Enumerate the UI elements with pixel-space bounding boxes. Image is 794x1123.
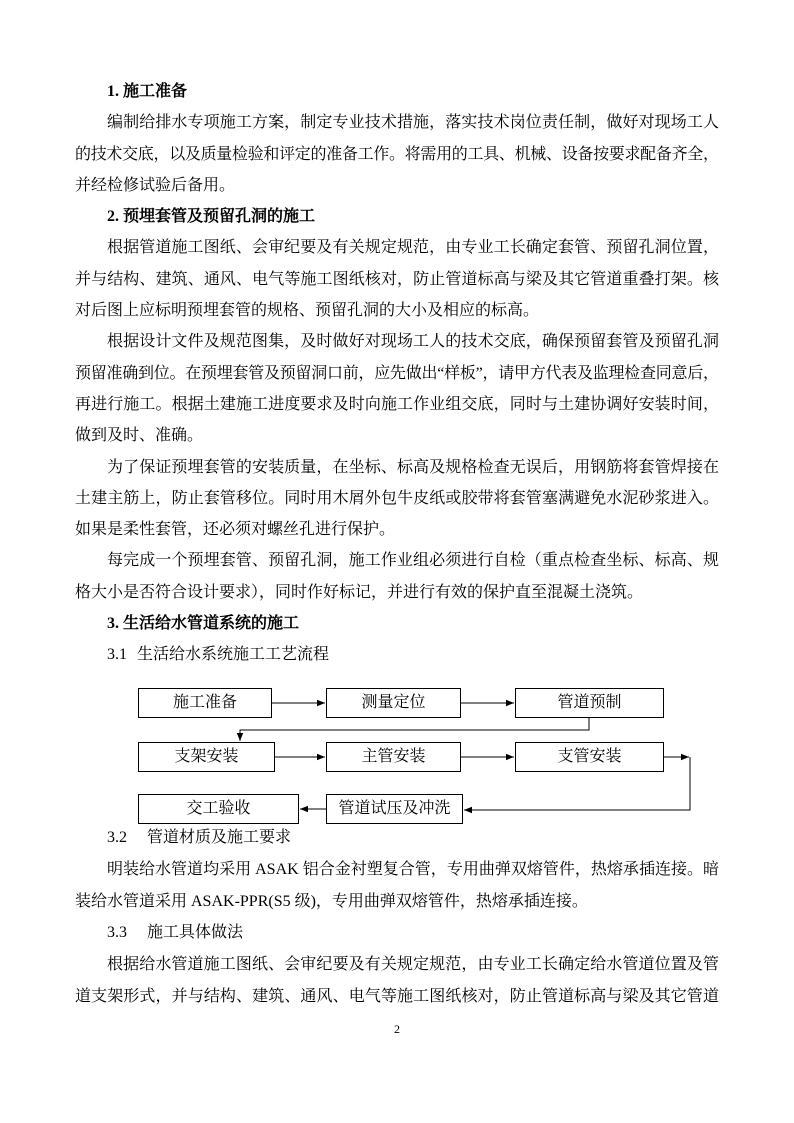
paragraph-line: 做到及时、准确。 xyxy=(75,427,204,445)
section-1-heading: 1. 施工准备 xyxy=(107,83,188,100)
paragraph-line: 对后图上应标明预埋套管的规格、预留孔洞的大小及相应的标高。 xyxy=(75,302,540,320)
paragraph-line: 土建主筋上，防止套管移位。同时用木屑外包牛皮纸或胶带将套管塞满避免水泥砂浆进入。 xyxy=(75,489,720,507)
process-flowchart xyxy=(130,680,700,830)
paragraph-line: 格大小是否符合设计要求），同时作好标记，并进行有效的保护直至混凝土浇筑。 xyxy=(75,583,644,601)
paragraph-line: 装给水管道采用 ASAK-PPR(S5 级)，专用曲弹双熔管件，热熔承插连接。 xyxy=(75,892,588,910)
paragraph-line: 为了保证预埋套管的安装质量，在坐标、标高及规格检查无误后，用钢筋将套管焊接在 xyxy=(107,458,720,476)
section-3-heading: 3. 生活给水管道系统的施工 xyxy=(107,615,300,633)
paragraph-line: 并与结构、建筑、通风、电气等施工图纸核对，防止管道标高与梁及其它管道重叠打架。核 xyxy=(75,270,720,288)
paragraph-line: 编制给排水专项施工方案，制定专业技术措施，落实技术岗位责任制，做好对现场工人 xyxy=(107,114,720,132)
flow-step-branch-pipe-installation: 支管安装 xyxy=(515,742,664,772)
subsection-3-1-heading: 3.1 生活给水系统施工工艺流程 xyxy=(107,646,330,664)
section-3-paragraph-1 xyxy=(75,854,719,918)
flow-step-survey-positioning: 测量定位 xyxy=(326,688,461,718)
paragraph-line: 再进行施工。根据土建施工进度要求及时向施工作业组交底，同时与土建协调好安装时间， xyxy=(75,395,720,413)
page-number: 2 xyxy=(394,1022,400,1036)
paragraph-line: 根据管道施工图纸、会审纪要及有关规定规范，由专业工长确定套管、预留孔洞位置， xyxy=(107,239,720,257)
flow-step-pressure-test-flushing: 管道试压及冲洗 xyxy=(326,794,463,824)
paragraph-line: 并经检修试验后备用。 xyxy=(75,176,236,194)
paragraph-line: 根据设计文件及规范图集，及时做好对现场工人的技术交底，确保预留套管及预留孔洞 xyxy=(107,333,720,351)
section-3-paragraph-2 xyxy=(75,949,719,1013)
arrow-prefab-to-support xyxy=(240,718,589,741)
paragraph-line: 每完成一个预埋套管、预留孔洞，施工作业组必须进行自检（重点检查坐标、标高、规 xyxy=(107,552,720,570)
paragraph-line: 预留准确到位。在预埋套管及预留洞口前，应先做出“样板”，请甲方代表及监理检查同意后， xyxy=(75,364,719,382)
subsection-3-2-heading: 3.2 管道材质及施工要求 xyxy=(107,829,292,846)
section-2-heading: 2. 预埋套管及预留孔洞的施工 xyxy=(107,208,316,226)
flow-step-pipe-prefabrication: 管道预制 xyxy=(515,688,664,718)
paragraph-line: 明装给水管道均采用 ASAK 铝合金衬塑复合管，专用曲弹双熔管件，热熔承插连接。暗 xyxy=(107,860,719,878)
flow-step-construction-prep: 施工准备 xyxy=(138,688,272,718)
paragraph-line: 道支架形式，并与结构、建筑、通风、电气等施工图纸核对，防止管道标高与梁及其它管道 xyxy=(75,987,720,1005)
section-2-paragraph-1 xyxy=(75,232,719,326)
paragraph-line: 如果是柔性套管，还必须对螺丝孔进行保护。 xyxy=(75,521,396,539)
paragraph-line: 的技术交底，以及质量检验和评定的准备工作。将需用的工具、机械、设备按要求配备齐全， xyxy=(75,145,719,163)
text-block-upper xyxy=(75,76,719,671)
paragraph-line: 根据给水管道施工图纸、会审纪要及有关规定规范，由专业工长确定给水管道位置及管 xyxy=(107,956,720,974)
section-2-paragraph-2 xyxy=(75,326,719,451)
text-block-lower xyxy=(75,822,719,1013)
subsection-3-3-heading: 3.3 施工具体做法 xyxy=(107,924,244,942)
section-2-paragraph-3 xyxy=(75,452,719,546)
flow-step-handover-acceptance: 交工验收 xyxy=(138,794,299,824)
section-1-paragraph-1 xyxy=(75,107,719,201)
flow-step-support-installation: 支架安装 xyxy=(138,742,275,772)
flow-step-main-pipe-installation: 主管安装 xyxy=(326,742,461,772)
section-2-paragraph-4 xyxy=(75,545,719,608)
